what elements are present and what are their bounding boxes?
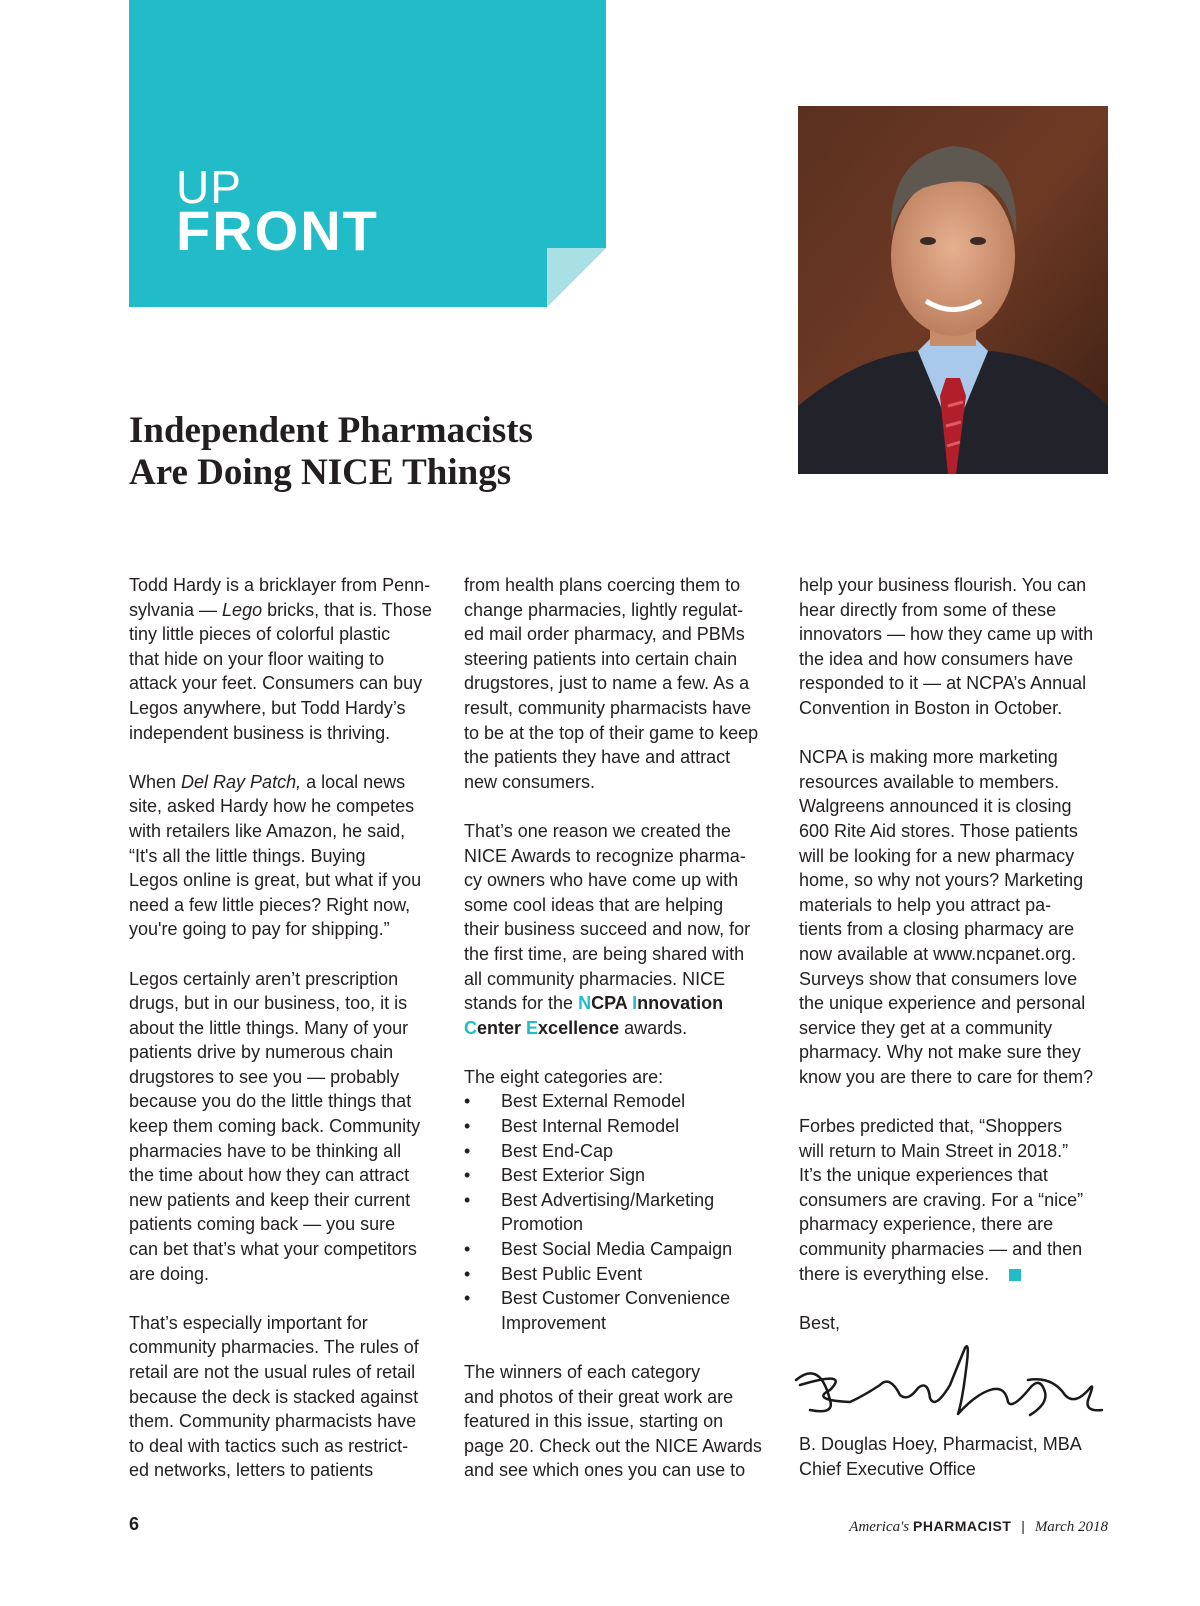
award-word: enter [477, 1017, 527, 1038]
text-line: Legos certainly aren’t prescription [129, 968, 399, 989]
text-line: from health plans coercing them to [464, 575, 741, 595]
end-mark-icon [1009, 1269, 1021, 1281]
award-word: xcellence [538, 1017, 620, 1038]
category-label: Best Public Event [501, 1263, 643, 1284]
text-line: a local news [301, 771, 406, 792]
text-line: can bet that’s what your competitors [129, 1239, 417, 1260]
text-line: steering patients into certain chain [464, 648, 738, 669]
text-line: ed mail order pharmacy, and PBMs [464, 624, 745, 645]
text-line: to deal with tactics such as restrict- [129, 1435, 409, 1456]
text-line: ed networks, letters to patients [129, 1460, 374, 1481]
text-line: because you do the little things that [129, 1091, 412, 1112]
text-line: the first time, are being shared with [464, 943, 745, 964]
category-label: Best External Remodel [501, 1091, 686, 1112]
text-line: will return to Main Street in 2018.” [799, 1140, 1069, 1161]
paragraph [129, 573, 451, 745]
magazine-name-italic: America's [849, 1519, 910, 1535]
text-line: change pharmacies, lightly regulat- [464, 599, 744, 620]
article-headline [129, 410, 729, 494]
paragraph [464, 573, 786, 794]
text-line: new consumers. [464, 771, 596, 792]
text-line: When [129, 771, 182, 792]
bullet-icon: • [464, 1189, 471, 1210]
text-line: drugs, but in our business, too, it is [129, 993, 408, 1014]
award-initial: I [632, 993, 638, 1014]
paragraph [129, 770, 451, 942]
page-number: 6 [129, 1514, 140, 1534]
list-item [464, 1262, 786, 1287]
text-line: page 20. Check out the NICE Awards [464, 1435, 762, 1456]
text-line: now available at www.ncpanet.org. [799, 943, 1077, 964]
paragraph [129, 967, 451, 1287]
article-column-1 [129, 573, 451, 1483]
text-line: help your business flourish. You can [799, 575, 1087, 595]
italic-text: Lego [222, 599, 263, 620]
text-line: them. Community pharmacists have [129, 1411, 417, 1432]
text-line: pharmacies have to be thinking all [129, 1140, 402, 1161]
text-line: materials to help you attract pa- [799, 894, 1052, 915]
category-label: Best Exterior Sign [501, 1165, 646, 1186]
text-line: tiny little pieces of colorful plastic [129, 624, 391, 645]
text-line: attack your feet. Consumers can buy [129, 673, 423, 694]
paragraph [799, 745, 1121, 1089]
running-footer [849, 1518, 1108, 1536]
text-line: keep them coming back. Community [129, 1116, 421, 1137]
category-label: Improvement [501, 1312, 607, 1333]
signer-name: B. Douglas Hoey, Pharmacist, MBA [799, 1434, 1082, 1454]
text-line: bricks, that is. Those [262, 599, 432, 620]
bullet-icon: • [464, 1263, 471, 1284]
text-line: their business succeed and now, for [464, 919, 751, 940]
text-line: know you are there to care for them? [799, 1066, 1094, 1087]
text-line: some cool ideas that are helping [464, 894, 724, 915]
text-line: drugstores, just to name a few. As a [464, 673, 750, 694]
text-line: patients coming back — you sure [129, 1214, 396, 1235]
text-line: sylvania — [129, 599, 223, 620]
author-portrait [798, 106, 1108, 474]
banner-page-fold [547, 248, 606, 307]
text-line: all community pharmacies. NICE [464, 968, 726, 989]
text-line: because the deck is stacked against [129, 1386, 419, 1407]
paragraph [464, 1360, 786, 1483]
text-line: cy owners who have come up with [464, 870, 739, 891]
text-line: the patients they have and attract [464, 747, 731, 768]
text-line: the unique experience and personal [799, 993, 1086, 1014]
bullet-icon: • [464, 1165, 471, 1186]
text-line: responded to it — at NCPA’s Annual [799, 673, 1087, 694]
list-item [464, 1237, 786, 1262]
banner-title-up: UP [176, 161, 242, 213]
list-item [464, 1163, 786, 1188]
category-label: Best Customer Convenience [501, 1288, 731, 1309]
text-line: you're going to pay for shipping.” [129, 919, 390, 940]
text-line: Legos anywhere, but Todd Hardy’s [129, 697, 406, 718]
text-line: the time about how they can attract [129, 1165, 410, 1186]
headline-line-2: Are Doing NICE Things [129, 452, 512, 493]
category-list [464, 1089, 786, 1335]
signer-block [799, 1432, 1121, 1481]
text-line: and photos of their great work are [464, 1386, 734, 1407]
award-initial: C [464, 1017, 477, 1038]
paragraph [799, 573, 1121, 721]
text-line: that hide on your floor waiting to [129, 648, 385, 669]
text-line: The winners of each category [464, 1362, 701, 1382]
text-line: tients from a closing pharmacy are [799, 919, 1075, 940]
award-word: CPA [591, 993, 633, 1014]
text-line: drugstores to see you — probably [129, 1066, 400, 1087]
text-line: and see which ones you can use to [464, 1460, 746, 1481]
text-line: featured in this issue, starting on [464, 1411, 724, 1432]
award-word: nnovation [637, 993, 724, 1014]
category-label: Best Social Media Campaign [501, 1239, 733, 1260]
text-line: innovators — how they came up with [799, 624, 1094, 645]
issue-date: March 2018 [1034, 1519, 1108, 1535]
list-item [464, 1114, 786, 1139]
text-line: consumers are craving. For a “nice” [799, 1189, 1084, 1210]
banner-title-front: FRONT [176, 199, 379, 262]
article-column-2 [464, 573, 786, 1483]
paragraph [129, 1311, 451, 1483]
article-column-3 [799, 573, 1121, 1335]
text-line: Surveys show that consumers love [799, 968, 1078, 989]
text-line: retail are not the usual rules of retail [129, 1362, 416, 1382]
categories-intro: The eight categories are: [464, 1066, 664, 1087]
headline-line-1: Independent Pharmacists [129, 410, 533, 451]
text-line: about the little things. Many of your [129, 1017, 409, 1038]
text-line: Convention in Boston in October. [799, 697, 1063, 718]
text-line: there is everything else. [799, 1263, 990, 1284]
magazine-name-bold: PHARMACIST [913, 1518, 1012, 1534]
text-line: That’s especially important for [129, 1312, 368, 1333]
bullet-icon: • [464, 1116, 471, 1137]
text-line: NCPA is making more marketing [799, 747, 1058, 768]
list-item [464, 1139, 786, 1164]
text-line: community pharmacies — and then [799, 1239, 1083, 1260]
text-line: stands for the [464, 993, 579, 1014]
text-line: Todd Hardy is a bricklayer from Penn- [129, 575, 431, 595]
text-line: will be looking for a new pharmacy [799, 845, 1075, 866]
category-label: Best End-Cap [501, 1140, 614, 1161]
text-line: NICE Awards to recognize pharma- [464, 845, 746, 866]
paragraph [799, 1114, 1121, 1286]
text-line: hear directly from some of these [799, 599, 1057, 620]
text-line: Forbes predicted that, “Shoppers [799, 1116, 1063, 1137]
award-initial: E [526, 1017, 539, 1038]
text-line: resources available to members. [799, 771, 1060, 792]
text-line: are doing. [129, 1263, 210, 1284]
text-line: pharmacy. Why not make sure they [799, 1042, 1081, 1063]
closing: Best, [799, 1312, 841, 1333]
paragraph [464, 819, 786, 1040]
text-line: independent business is thriving. [129, 722, 391, 743]
footer-separator: | [1021, 1518, 1025, 1534]
category-label: Promotion [501, 1214, 584, 1235]
text-line: Legos online is great, but what if you [129, 870, 422, 891]
text-line: It’s the unique experiences that [799, 1165, 1048, 1186]
italic-text: Del Ray Patch, [181, 771, 302, 792]
list-item [464, 1286, 786, 1335]
text-line: community pharmacies. The rules of [129, 1337, 419, 1358]
list-item [464, 1089, 786, 1114]
text-line: home, so why not yours? Marketing [799, 870, 1084, 891]
text-line: new patients and keep their current [129, 1189, 411, 1210]
text-line: Walgreens announced it is closing [799, 796, 1072, 817]
text-line: “It's all the little things. Buying [129, 845, 366, 866]
text-line: to be at the top of their game to keep [464, 722, 759, 743]
signer-title: Chief Executive Office [799, 1458, 976, 1479]
text-line: patients drive by numerous chain [129, 1042, 394, 1063]
text-line: That’s one reason we created the [464, 820, 731, 841]
bullet-icon: • [464, 1288, 471, 1309]
bullet-icon: • [464, 1091, 471, 1112]
text-line: result, community pharmacists have [464, 697, 752, 718]
list-item [464, 1188, 786, 1237]
text-line: need a few little pieces? Right now, [129, 894, 411, 915]
text-line: the idea and how consumers have [799, 648, 1074, 669]
text-line: awards. [619, 1017, 688, 1038]
bullet-icon: • [464, 1140, 471, 1161]
text-line: site, asked Hardy how he competes [129, 796, 415, 817]
signature [790, 1340, 1110, 1430]
text-line: pharmacy experience, there are [799, 1214, 1054, 1235]
award-initial: N [578, 993, 592, 1014]
bullet-icon: • [464, 1239, 471, 1260]
category-label: Best Internal Remodel [501, 1116, 680, 1137]
text-line: 600 Rite Aid stores. Those patients [799, 820, 1078, 841]
text-line: with retailers like Amazon, he said, [129, 820, 406, 841]
category-label: Best Advertising/Marketing [501, 1189, 715, 1210]
text-line: service they get at a community [799, 1017, 1053, 1038]
